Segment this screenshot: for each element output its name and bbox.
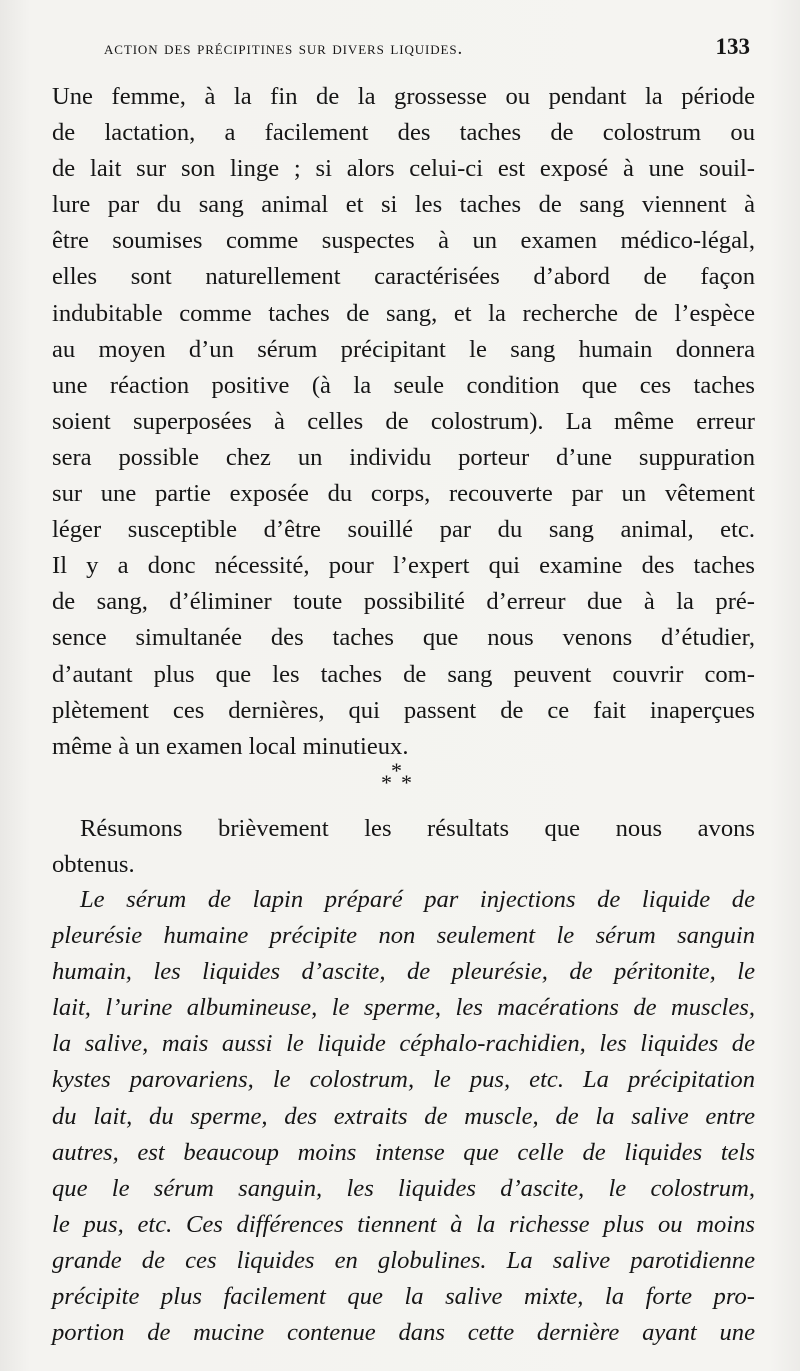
text-line: Le sérum de lapin préparé par injections de liquide de <box>80 886 755 913</box>
text-line: lure par du sang animal et si les taches de sang viennent à <box>52 191 755 219</box>
asterisk: * <box>401 770 412 795</box>
text-line: d’autant plus que les taches de sang peuvent couvrir com- <box>52 660 755 688</box>
page-number: 133 <box>715 34 750 59</box>
text-line: soient superposées à celles de colostrum). La même erreur <box>52 407 755 435</box>
text-line: humain, les liquides d’ascite, de pleurésie, de péritonite, le <box>52 958 755 986</box>
running-title: action des précipitines sur divers liquides. <box>104 38 464 59</box>
text-line: plètement ces dernières, qui passent de ce fait inaperçues <box>52 696 755 724</box>
text-line: pleurésie humaine précipite non seulement le sérum sanguin <box>52 922 755 950</box>
text-line: du lait, du sperme, des extraits de muscle, de la salive entre <box>52 1102 755 1130</box>
text-line: de lactation, a facilement des taches de colostrum ou <box>52 119 755 147</box>
text-line: lait, l’urine albumineuse, le sperme, les macérations de muscles, <box>52 994 755 1022</box>
paragraph-summary-intro <box>52 811 755 883</box>
text-line: le pus, etc. Ces différences tiennent à la richesse plus ou moins <box>52 1210 755 1238</box>
text-line: Résumons brièvement les résultats que nous avons <box>80 815 755 842</box>
asterisk: * <box>391 758 402 783</box>
text-line: au moyen d’un sérum précipitant le sang humain donnera <box>52 335 755 363</box>
text-line: indubitable comme taches de sang, et la recherche de l’espèce <box>52 299 755 327</box>
text-line: elles sont naturellement caractérisées d’abord de façon <box>52 263 755 291</box>
text-line: Il y a donc nécessité, pour l’expert qui examine des taches <box>52 552 755 580</box>
text-line: même à un examen local minutieux. <box>52 732 409 760</box>
text-line: sera possible chez un individu porteur d’une suppuration <box>52 443 755 471</box>
section-separator <box>375 758 425 798</box>
text-line: que le sérum sanguin, les liquides d’ascite, le colostrum, <box>52 1174 755 1202</box>
asterisk: * <box>381 770 392 795</box>
paragraph-colostrum-stains <box>52 79 755 765</box>
text-line: portion de mucine contenue dans cette dernière ayant une <box>52 1319 755 1347</box>
page-header <box>104 34 750 74</box>
text-line: léger susceptible d’être souillé par du sang animal, etc. <box>52 516 755 544</box>
text-line: grande de ces liquides en globulines. La salive parotidienne <box>52 1246 755 1274</box>
text-line: autres, est beaucoup moins intense que celle de liquides tels <box>52 1138 755 1166</box>
text-line: la salive, mais aussi le liquide céphalo-rachidien, les liquides de <box>52 1030 755 1058</box>
text-line: Une femme, à la fin de la grossesse ou pendant la période <box>52 83 755 110</box>
text-line: une réaction positive (à la seule condition que ces taches <box>52 371 755 399</box>
paragraph-summary-italic <box>52 882 755 1351</box>
text-line: être soumises comme suspectes à un examen médico-légal, <box>52 227 755 255</box>
text-line: précipite plus facilement que la salive mixte, la forte pro- <box>52 1283 755 1311</box>
text-line: de sang, d’éliminer toute possibilité d’erreur due à la pré- <box>52 588 755 616</box>
text-line: obtenus. <box>52 851 135 879</box>
text-line: de lait sur son linge ; si alors celui-ci est exposé à une souil- <box>52 155 755 183</box>
text-line: kystes parovariens, le colostrum, le pus, etc. La précipitation <box>52 1066 755 1094</box>
text-line: sence simultanée des taches que nous venons d’étudier, <box>52 624 755 652</box>
text-line: sur une partie exposée du corps, recouverte par un vêtement <box>52 480 755 508</box>
